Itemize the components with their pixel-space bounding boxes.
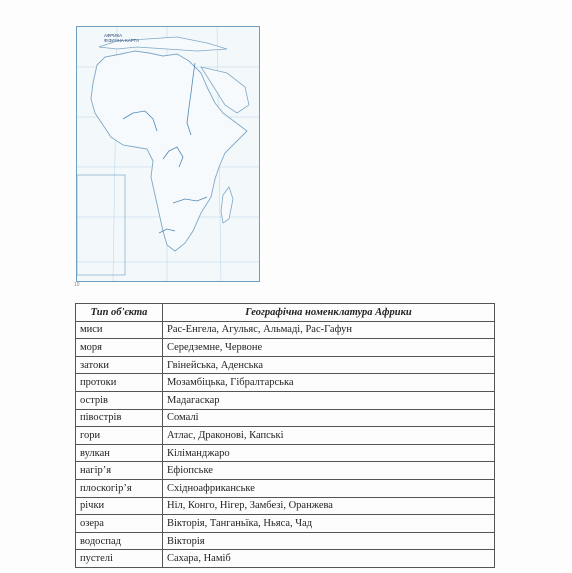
nomenclature-cell: Сахара, Наміб — [163, 550, 495, 568]
nomenclature-cell: Сомалі — [163, 409, 495, 427]
map-title-line2: ФІЗИЧНА КАРТА — [104, 38, 140, 43]
object-type-cell: пустелі — [76, 550, 163, 568]
table-row — [76, 515, 495, 533]
nomenclature-cell: Середземне, Червоне — [163, 339, 495, 357]
nomenclature-cell: Вікторія — [163, 532, 495, 550]
object-type-cell: затоки — [76, 356, 163, 374]
table-row — [76, 409, 495, 427]
table-row — [76, 532, 495, 550]
nomenclature-cell: Східноафриканське — [163, 479, 495, 497]
object-type-cell: півострів — [76, 409, 163, 427]
nomenclature-cell: Мадагаскар — [163, 391, 495, 409]
nomenclature-cell: Вікторія, Танганьїка, Ньяса, Чад — [163, 515, 495, 533]
nomenclature-cell: Ефіопське — [163, 462, 495, 480]
nomenclature-cell: Кіліманджаро — [163, 444, 495, 462]
table-row — [76, 356, 495, 374]
table-row — [76, 444, 495, 462]
map-title — [104, 33, 144, 43]
nomenclature-table — [75, 303, 495, 568]
object-type-cell: моря — [76, 339, 163, 357]
inset-frame — [77, 175, 125, 275]
nomenclature-cell: Рас-Енгела, Агульяс, Альмаді, Рас-Гафун — [163, 321, 495, 339]
object-type-cell: острів — [76, 391, 163, 409]
table-row — [76, 391, 495, 409]
nomenclature-cell: Атлас, Драконові, Капські — [163, 427, 495, 445]
object-type-cell: озера — [76, 515, 163, 533]
table-row — [76, 462, 495, 480]
header-nomenclature: Географічна номенклатура Африки — [163, 304, 495, 322]
nomenclature-cell: Мозамбіцька, Гібралтарська — [163, 374, 495, 392]
object-type-cell: миси — [76, 321, 163, 339]
page-number: 10 — [74, 282, 80, 288]
table-header-row — [76, 304, 495, 322]
nomenclature-cell: Ніл, Конго, Нігер, Замбезі, Оранжева — [163, 497, 495, 515]
header-object-type: Тип об'єкта — [76, 304, 163, 322]
africa-contour-map — [76, 26, 260, 282]
table-row — [76, 497, 495, 515]
object-type-cell: протоки — [76, 374, 163, 392]
map-title-line1: АФРИКА — [104, 33, 123, 38]
table-row — [76, 479, 495, 497]
object-type-cell: річки — [76, 497, 163, 515]
africa-outline-drawing — [77, 27, 259, 281]
object-type-cell: вулкан — [76, 444, 163, 462]
object-type-cell: плоскогір’я — [76, 479, 163, 497]
table-row — [76, 550, 495, 568]
nomenclature-cell: Гвінейська, Аденська — [163, 356, 495, 374]
object-type-cell: нагір’я — [76, 462, 163, 480]
table-row — [76, 339, 495, 357]
madagascar-outline — [221, 187, 233, 223]
object-type-cell: гори — [76, 427, 163, 445]
table-row — [76, 374, 495, 392]
table-row — [76, 321, 495, 339]
object-type-cell: водоспад — [76, 532, 163, 550]
table-row — [76, 427, 495, 445]
